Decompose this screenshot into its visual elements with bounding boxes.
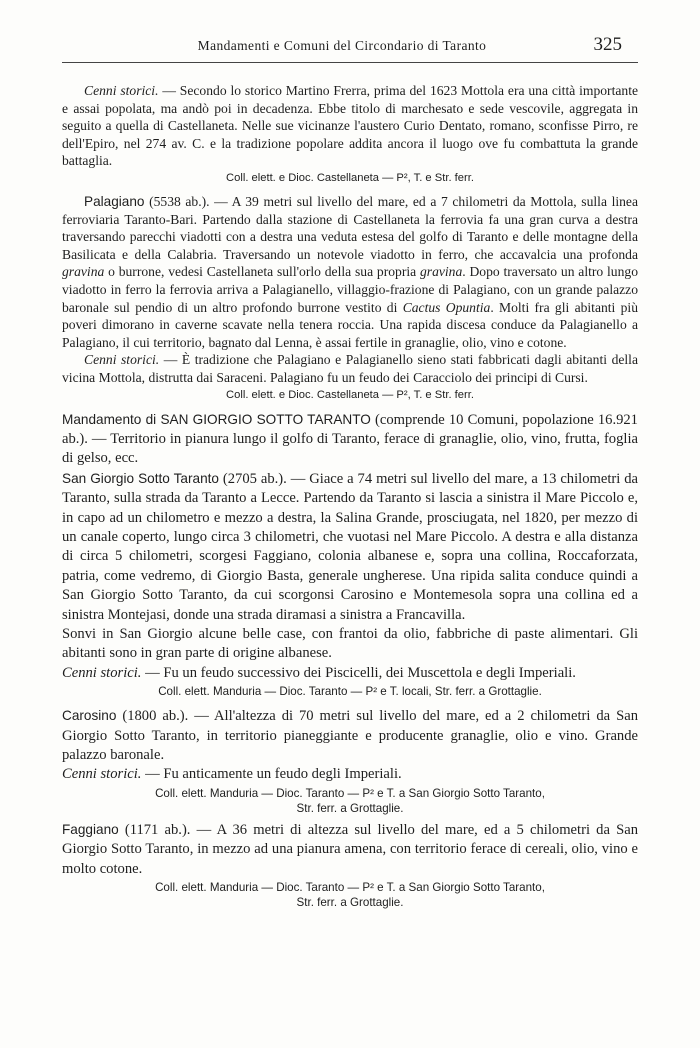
entry-text: (5538 ab.). — A 39 metri sul livello del mare, ed a 7 chilometri da Mottola, sulla linea ferroviaria Taranto-Bari. Partendo dalla stazione di Castellaneta la ferrovia fa una gran curva a destra traversando parecchi viadotti con a destra una veduta estesa del golfo di Taranto e delle montagne della Basilicata e della Calabria. Traversando un notevole viadotto in ferro, che accavalcia una profonda xyxy=(62,193,638,262)
san-giorgio-history xyxy=(62,664,638,683)
entry-text: . Dopo traversato un altro lungo viadotto in ferro la ferrovia arriva a Palagianello, villaggio-frazione di Palagiano, con un grande palazzo baronale sul pendio di un altro profondo burrone vestito di xyxy=(62,264,638,315)
san-giorgio-entry xyxy=(62,469,638,625)
header-rule xyxy=(62,62,638,63)
entry-text: o burrone, vedesi Castellaneta sull'orlo della sua propria xyxy=(104,264,420,280)
electoral-info: Coll. elett. e Dioc. Castellaneta — P², T. e Str. ferr. xyxy=(226,171,474,184)
entry-text: (1171 ab.). — A 36 metri di altezza sul livello del mare, ed a 5 chilometri da San Giorgio Sotto Taranto, in mezzo ad una pianura amena, con territorio ferace di cereali, olio, vino e molto cotone. xyxy=(62,821,638,877)
italic-term: gravina xyxy=(62,264,105,280)
history-text: — È tradizione che Palagiano e Palagianello sieno stati fabbricati dagli abitanti della vicina Mottola, distrutta dai Saraceni. Palagiano fu un feudo dei Caracciolo dei principi di Cursi. xyxy=(62,352,638,385)
running-header xyxy=(62,36,622,56)
history-label: Cenni storici. xyxy=(62,766,142,783)
info-line: Str. ferr. a Grottaglie. xyxy=(296,896,404,910)
info-line: Coll. elett. Manduria — Dioc. Taranto — P² e T. a San Giorgio Sotto Taranto, xyxy=(155,881,545,895)
place-name: Carosino xyxy=(62,708,117,724)
history-text: — Secondo lo storico Martino Frerra, prima del 1623 Mottola era una città importante e assai popolata, ma andò poi in decadenza. Ebbe titolo di marchesato e sede vescovile, aggregata in seguito a quella di Castellaneta. Nelle sue vicinanze l'austero Curio Dentato, romano, sconfisse Pirro, re dell'Epiro, nel 274 av. C. e la tradizione popolare addita ancora il luogo ove fu combattuta la grande battaglia. xyxy=(62,83,639,169)
mandamento-name: SAN GIORGIO SOTTO TARANTO xyxy=(160,411,371,427)
carosino-history xyxy=(62,765,638,784)
history-label: Cenni storici. xyxy=(84,352,160,368)
place-name: Palagiano xyxy=(84,193,145,209)
electoral-info: Coll. elett. e Dioc. Castellaneta — P², T. e Str. ferr. xyxy=(226,388,474,401)
electoral-info: Coll. elett. Manduria — Dioc. Taranto — P² e T. locali, Str. ferr. a Grottaglie. xyxy=(158,685,542,699)
mandamento-heading xyxy=(62,410,638,469)
history-label: Cenni storici. xyxy=(62,664,142,681)
san-giorgio-entry-2: Sonvi in San Giorgio alcune belle case, con frantoi da olio, fabbriche di paste alimentari. Gli abitanti sono in gran parte di origine albanese. xyxy=(62,625,638,662)
electoral-info xyxy=(62,880,638,910)
electoral-info xyxy=(62,786,638,816)
carosino-entry xyxy=(62,706,638,765)
palagiano-entry xyxy=(62,193,638,351)
second-section xyxy=(62,410,638,911)
page-number: 325 xyxy=(593,34,622,55)
mottola-history-paragraph xyxy=(62,82,638,170)
history-text: — Fu un feudo successivo dei Piscicelli, dei Muscettola e degli Imperiali. xyxy=(141,664,576,681)
history-label: Cenni storici. xyxy=(84,83,159,98)
place-name: Faggiano xyxy=(62,821,119,837)
header-title: Mandamenti e Comuni del Circondario di Taranto xyxy=(197,38,487,53)
info-line: Coll. elett. Manduria — Dioc. Taranto — P² e T. a San Giorgio Sotto Taranto, xyxy=(155,786,545,800)
entry-text: (1800 ab.). — All'altezza di 70 metri sul livello del mare, ed a 2 chilometri da San Giorgio Sotto Taranto, in territorio pianeggiante e producente granaglie, olio e vino. Grande palazzo baronale. xyxy=(62,708,638,763)
mandamento-prefix: Mandamento di xyxy=(62,411,161,427)
italic-term: gravina xyxy=(419,264,463,280)
mandamento-text: (comprende 10 Comuni, popolazione 16.921 ab.). — Territorio in pianura lungo il golfo di Taranto, ferace di granaglie, olio, vino, frutta, foglia di gelso, ecc. xyxy=(62,411,638,467)
place-name: San Giorgio Sotto Taranto xyxy=(62,470,219,486)
info-line: Str. ferr. a Grottaglie. xyxy=(296,801,404,815)
page-body xyxy=(62,82,638,917)
palagiano-history xyxy=(62,351,638,386)
entry-text: . Molti fra gli abitanti più poveri dimorano in caverne scavate nella tenera roccia. Una rapida discesa conduce da Palagianello a Palagiano, il cui territorio, bagnato dal Lenna, è assai fertile in granaglie, olio, vino e cotone. xyxy=(62,299,639,350)
italic-term: Cactus Opuntia xyxy=(402,299,491,315)
history-text: — Fu anticamente un feudo degli Imperiali. xyxy=(141,766,402,783)
entry-text: (2705 ab.). — Giace a 74 metri sul livello del mare, a 13 chilometri da Taranto, sulla strada da Taranto a Lecce. Partendo da Taranto si lascia a sinistra il Mare Piccolo e, in capo ad un chilometro e mezzo a destra, la Salina Grande, prosciugata, nel 1820, per mezzo di un canale coperto, lungo circa 3 chilometri, che vuotasi nel Mare Piccolo. A destra e alla distanza di circa 5 chilometri, scorgesi Faggiano, colonia albanese e, sopra una collina, Roccaforzata, patria, come vedremo, di Giorgio Basta, generale ungherese. Una ripida salita conduce quindi a San Giorgio Sotto Taranto, da cui scorgonsi Carosino e Montemesola sopra una collina ed a sinistra Montejasi, donde una strada diramasi a sinistra a Francavilla. xyxy=(62,470,638,623)
faggiano-entry xyxy=(62,820,638,879)
